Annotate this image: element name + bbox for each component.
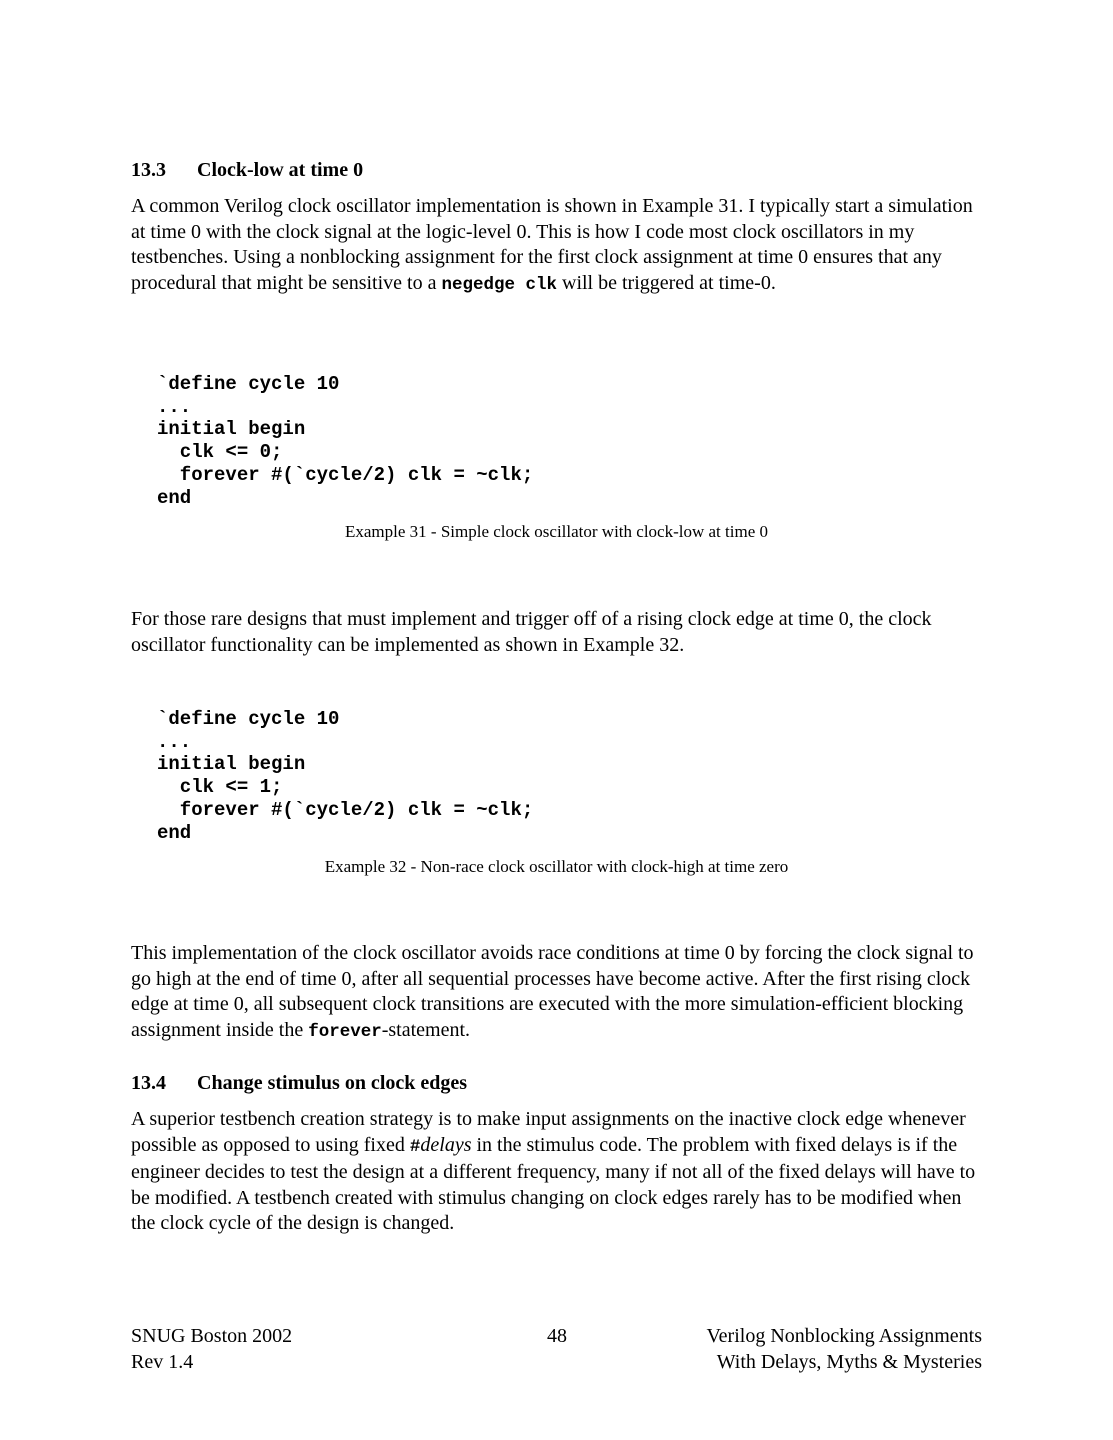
caption-example-31: Example 31 - Simple clock oscillator with clock-low at time 0 — [344, 522, 768, 541]
paragraph-race-conditions — [131, 941, 982, 1045]
footer-right — [706, 1323, 982, 1375]
code-example-31: `define cycle 10 ... initial begin clk <= 0; forever #(`cycle/2) clk = ~clk; end — [157, 373, 534, 509]
paragraph-text: in the stimulus code. The problem with fixed delays is if the engineer decides to test the design at a different frequency, many if not all of the fixed delays will have to be modified. A testbench created with stimulus changing on clock edges rarely has to be modified when the clock cycle of the design is changed. — [131, 1133, 976, 1234]
footer-paper-subtitle: With Delays, Myths & Mysteries — [716, 1351, 982, 1373]
footer-paper-title: Verilog Nonblocking Assignments — [706, 1325, 982, 1347]
inline-code-hash: # — [409, 1136, 421, 1157]
paragraph-intro — [131, 194, 982, 298]
paragraph-text: This implementation of the clock oscillator avoids race conditions at time 0 by forcing the clock signal to go high at the end of time 0, after all sequential processes have become active. After the first rising clock edge at time 0, all subsequent clock transitions are executed with the more simulation-efficient blocking assignment inside the — [131, 942, 974, 1041]
section-number: 13.3 — [131, 159, 166, 181]
section-heading-13-4 — [131, 1071, 467, 1095]
inline-code-negedge: negedge clk — [441, 274, 557, 295]
section-number: 13.4 — [131, 1072, 166, 1094]
footer-left — [131, 1323, 292, 1375]
section-title: Clock-low at time 0 — [197, 159, 364, 181]
paragraph-text: will be triggered at time-0. — [557, 271, 776, 294]
paragraph-stimulus — [131, 1107, 982, 1237]
section-title: Change stimulus on clock edges — [197, 1072, 468, 1094]
footer-conference: SNUG Boston 2002 — [131, 1325, 293, 1347]
page-number: 48 — [547, 1325, 567, 1347]
caption-example-32: Example 32 - Non-race clock oscillator with clock-high at time zero — [324, 857, 789, 876]
footer-revision: Rev 1.4 — [131, 1351, 194, 1373]
paragraph-text: A common Verilog clock oscillator implementation is shown in Example 31. I typically start a simulation at time 0 with the clock signal at the logic-level 0. This is how I code most clock oscillators in my testbenches. Using a nonblocking assignment for the first clock assignment at time 0 ensures that any procedural that might be sensitive to a — [131, 195, 973, 294]
section-heading-13-3 — [131, 158, 363, 182]
italic-delays: delays — [420, 1133, 472, 1156]
inline-code-forever: forever — [308, 1021, 382, 1042]
code-example-32: `define cycle 10 ... initial begin clk <= 1; forever #(`cycle/2) clk = ~clk; end — [157, 708, 534, 844]
paragraph-text: A superior testbench creation strategy is to make input assignments on the inactive clock edge whenever possible as opposed to using fixed — [131, 1108, 966, 1156]
paragraph-rising-edge: For those rare designs that must implement and trigger off of a rising clock edge at time 0, the clock oscillator functionality can be implemented as shown in Example 32. — [131, 608, 932, 656]
paragraph-text: -statement. — [381, 1018, 471, 1041]
